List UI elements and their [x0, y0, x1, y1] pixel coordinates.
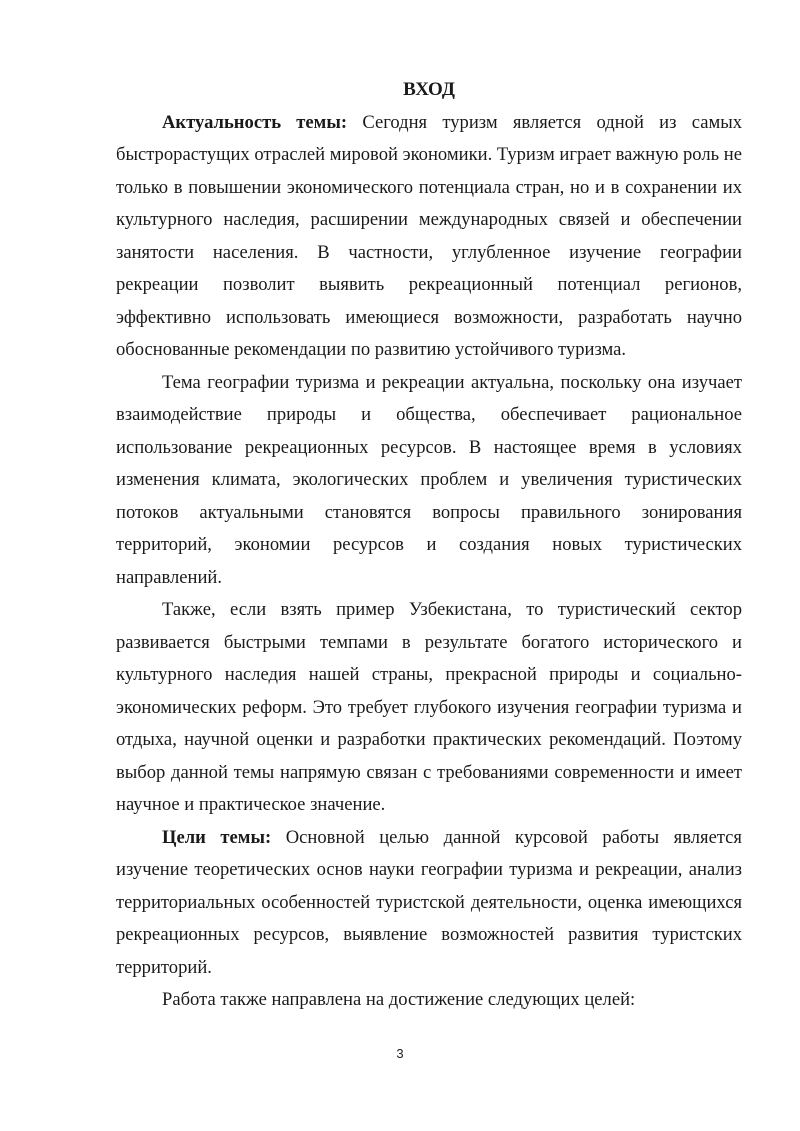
- paragraph-text: Тема географии туризма и рекреации актуальна, поскольку она изучает взаимодействие природы и общества, обеспечивает рациональное использование рекреационных ресурсов. В настоящее время в условиях изменения климата, экологических проблем и увеличения туристических потоков актуальными становятся вопросы правильного зонирования территорий, экономии ресурсов и создания новых туристических направлений.: [116, 371, 742, 588]
- paragraph-relevance: [116, 107, 742, 367]
- paragraph-goals: [116, 822, 742, 985]
- paragraph-text: Основной целью данной курсовой работы является изучение теоретических основ науки географии туризма и рекреации, анализ территориальных особенностей туристской деятельности, оценка имеющихся рекреационных ресурсов, выявление возможностей развития туристских территорий.: [116, 826, 742, 978]
- paragraph-text: Также, если взять пример Узбекистана, то туристический сектор развивается быстрыми темпами в результате богатого исторического и культурного наследия нашей страны, прекрасной природы и социально-экономических реформ. Это требует глубокого изучения географии туризма и отдыха, научной оценки и разработки практических рекомендаций. Поэтому выбор данной темы напрямую связан с требованиями современности и имеет научное и практическое значение.: [116, 599, 742, 815]
- paragraph-uzbekistan-example: [116, 594, 742, 822]
- paragraph-text: Сегодня туризм является одной из самых быстрорастущих отраслей мировой экономики. Туризм играет важную роль не только в повышении экономического потенциала стран, но и в сохранении их культурного наследия, расширении международных связей и обеспечении занятости населения. В частности, углубленное изучение географии рекреации позволит выявить рекреационный потенциал регионов, эффективно использовать имеющиеся возможности, разработать научно обоснованные рекомендации по развитию устойчивого туризма.: [116, 111, 742, 360]
- paragraph-goals-intro: [116, 984, 742, 1017]
- paragraph-lead: Цели темы:: [162, 826, 272, 848]
- page-number: 3: [396, 1046, 404, 1061]
- section-heading: ВХОД: [403, 79, 455, 100]
- paragraph-topic-relevance: [116, 367, 742, 595]
- paragraph-text: Работа также направлена на достижение следующих целей:: [162, 989, 636, 1010]
- page-content: [116, 74, 742, 1017]
- paragraph-lead: Актуальность темы:: [162, 111, 348, 133]
